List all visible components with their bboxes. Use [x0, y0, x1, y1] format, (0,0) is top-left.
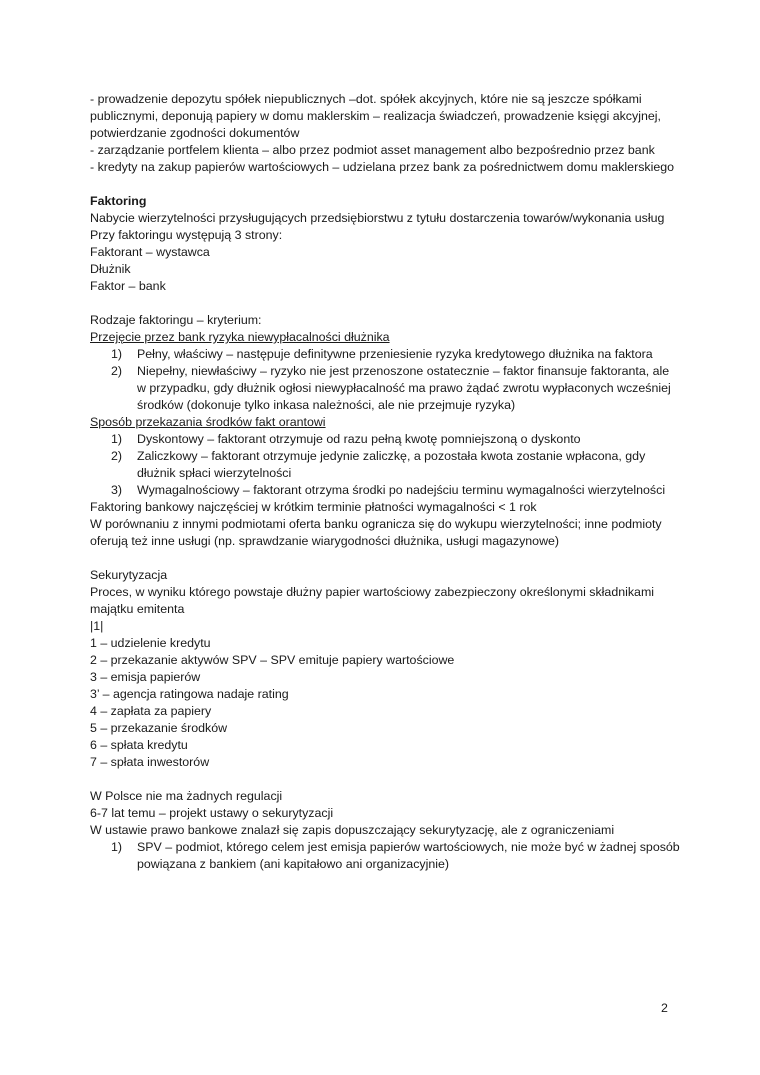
securitization-definition: Proces, w wyniku którego powstaje dłużny papier wartościowy zabezpieczony określonymi składnikami majątku emitenta: [90, 585, 655, 616]
list-item-text: Dyskontowy – faktorant otrzymuje od razu pełną kwotę pomniejszoną o dyskonto: [137, 432, 581, 446]
securitization-step: 3’ – agencja ratingowa nadaje rating: [90, 687, 289, 701]
list-item-number: 2): [111, 449, 123, 463]
factoring-party: Dłużnik: [90, 262, 131, 276]
list-item-text: Zaliczkowy – faktorant otrzymuje jedynie zaliczkę, a pozostała kwota zostanie wpłacona, gdy dłużnik spłaci wierzytelności: [137, 449, 646, 480]
list-item: [90, 839, 680, 873]
list-item-text: SPV – podmiot, którego celem jest emisja papierów wartościowych, nie może być w żadnej sposób powiązana z bankiem (ani kapitałowo ani organizacyjnie): [137, 840, 680, 871]
securitization-marker: |1|: [90, 619, 104, 633]
securitization-step: 3 – emisja papierów: [90, 670, 201, 684]
list-item-text: Wymagalnościowy – faktorant otrzyma środki po nadejściu terminu wymagalności wierzytelności: [137, 483, 666, 497]
intro-line: - prowadzenie depozytu spółek niepublicznych –dot. spółek akcyjnych, które nie są jeszcze spółkami publicznymi, deponują papiery w domu maklerskim – realizacja świadczeń, prowadzenie księgi akcyjnej, potwierdzanie zgodności dokumentów: [90, 92, 661, 140]
securitization-step: 5 – przekazanie środków: [90, 721, 228, 735]
securitization-step: 1 – udzielenie kredytu: [90, 636, 211, 650]
criterion-list: [90, 346, 680, 414]
restriction-list: [90, 839, 680, 873]
list-item: [90, 448, 680, 482]
securitization-step: 4 – zapłata za papiery: [90, 704, 212, 718]
intro-line: - kredyty na zakup papierów wartościowych – udzielana przez bank za pośrednictwem domu maklerskiego: [90, 160, 675, 174]
securitization-step: 7 – spłata inwestorów: [90, 755, 210, 769]
factoring-party: Faktorant – wystawca: [90, 245, 210, 259]
factoring-note: Faktoring bankowy najczęściej w krótkim terminie płatności wymagalności < 1 rok: [90, 500, 537, 514]
securitization-step: 2 – przekazanie aktywów SPV – SPV emituje papiery wartościowe: [90, 653, 455, 667]
list-item-number: 1): [111, 840, 123, 854]
list-item-number: 2): [111, 364, 123, 378]
poland-line: W Polsce nie ma żadnych regulacji: [90, 789, 283, 803]
intro-line: - zarządzanie portfelem klienta – albo przez podmiot asset management albo bezpośrednio przez bank: [90, 143, 655, 157]
list-item-number: 1): [111, 432, 123, 446]
securitization-heading: Sekurytyzacja: [90, 568, 168, 582]
page-number: 2: [661, 1001, 668, 1015]
list-item: [90, 431, 680, 448]
list-item-number: 1): [111, 347, 123, 361]
securitization-step: 6 – spłata kredytu: [90, 738, 188, 752]
criterion-heading: Sposób przekazania środków fakt orantowi: [90, 415, 326, 429]
list-item: [90, 482, 680, 499]
list-item-text: Niepełny, niewłaściwy – ryzyko nie jest przenoszone ostatecznie – faktor finansuje faktoranta, ale w przypadku, gdy dłużnik ogłosi niewypłacalność ma prawo żądać zwrotu wypłaconych wcześniej środków (dokonuje tylko inkasa należności, ale nie przejmuje ryzyka): [137, 364, 671, 412]
list-item-text: Pełny, właściwy – następuje definitywne przeniesienie ryzyka kredytowego dłużnika na faktora: [137, 347, 653, 361]
factoring-note: W porównaniu z innymi podmiotami oferta banku ogranicza się do wykupu wierzytelności; inne podmioty oferują też inne usługi (np. sprawdzanie wiarygodności dłużnika, usługi magazynowe): [90, 517, 662, 548]
factoring-heading: Faktoring: [90, 194, 147, 208]
criterion-list: [90, 431, 680, 499]
page-content: [90, 91, 680, 873]
factoring-definition: Nabycie wierzytelności przysługujących przedsiębiorstwu z tytułu dostarczenia towarów/wykonania usług: [90, 211, 665, 225]
poland-line: 6-7 lat temu – projekt ustawy o sekurytyzacji: [90, 806, 334, 820]
factoring-party: Faktor – bank: [90, 279, 166, 293]
factoring-types-intro: Rodzaje faktoringu – kryterium:: [90, 313, 262, 327]
list-item: [90, 363, 680, 414]
list-item: [90, 346, 680, 363]
factoring-parties-intro: Przy faktoringu występują 3 strony:: [90, 228, 283, 242]
poland-line: W ustawie prawo bankowe znalazł się zapis dopuszczający sekurytyzację, ale z ograniczeniami: [90, 823, 615, 837]
criterion-heading: Przejęcie przez bank ryzyka niewypłacalności dłużnika: [90, 330, 390, 344]
list-item-number: 3): [111, 483, 123, 497]
